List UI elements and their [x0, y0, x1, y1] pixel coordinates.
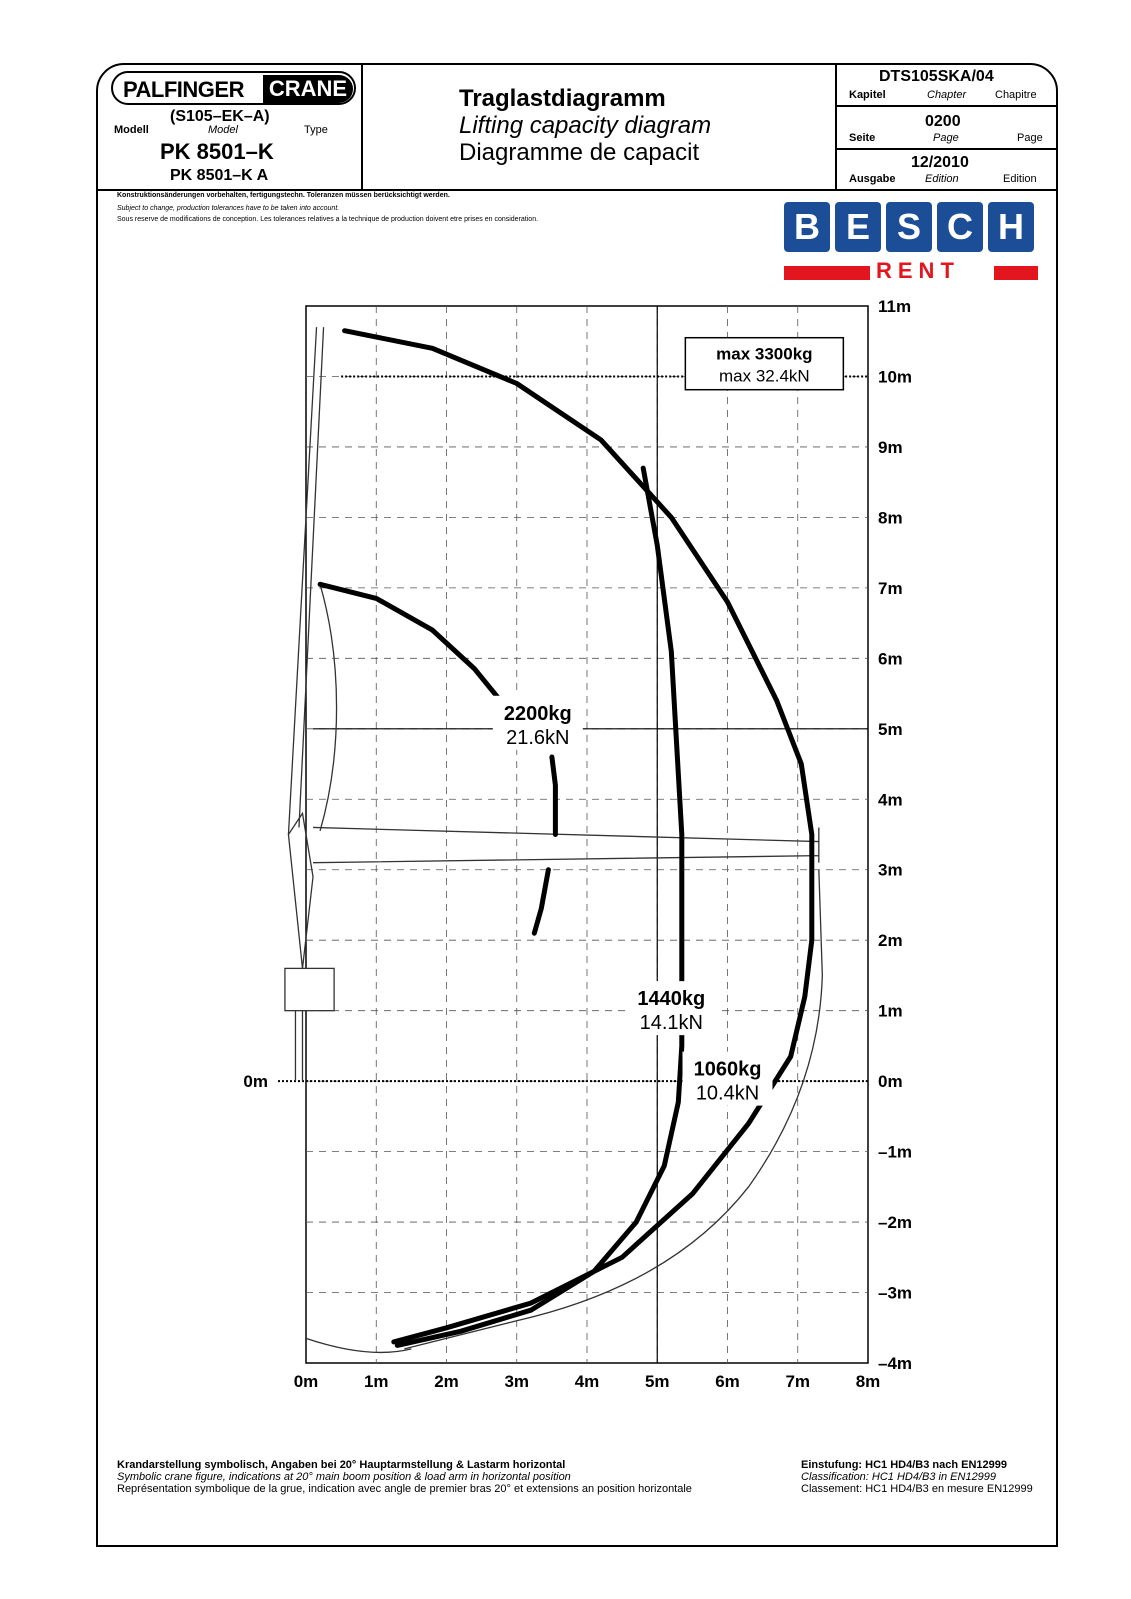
y-tick-label: 0m — [878, 1072, 903, 1092]
y-tick-label: –1m — [878, 1142, 913, 1162]
footer-de: Krandarstellung symbolisch, Angaben bei 20° Hauptarmstellung & Lastarm horizontal — [117, 1459, 566, 1471]
x-tick-label: 4m — [574, 1372, 600, 1391]
y-tick-label: 6m — [878, 649, 903, 669]
title-fr: Diagramme de capacit — [459, 139, 700, 166]
kapitel-fr: Chapitre — [995, 89, 1037, 101]
edition: 12/2010 — [911, 154, 969, 171]
y-left-zero-label: 0m — [243, 1072, 268, 1092]
y-tick-label: 5m — [878, 719, 903, 739]
class-en: Classification: HC1 HD4/B3 in EN12999 — [801, 1471, 997, 1483]
y-tick-label: 9m — [878, 437, 903, 457]
crane-knuckle-sketch — [288, 813, 313, 968]
capacity-curve-2200kg — [534, 870, 548, 934]
kapitel-en: Chapter — [927, 89, 967, 101]
title-de: Traglastdiagramm — [459, 85, 666, 112]
crane-extension-sketch — [313, 827, 819, 862]
model-name: PK 8501–K — [160, 139, 274, 164]
y-tick-label: 3m — [878, 860, 903, 880]
x-tick-label: 1m — [363, 1372, 389, 1391]
besch-letter-h: H — [988, 202, 1034, 252]
disclaimer-en: Subject to change, production tolerances have to be taken into account. — [117, 205, 340, 212]
reach-arc-thin — [320, 584, 337, 831]
seite-en: Page — [933, 132, 959, 144]
modell-label: Modell — [114, 124, 149, 136]
x-tick-label: 3m — [504, 1372, 530, 1391]
besch-letter-e: E — [835, 202, 881, 252]
class-de: Einstufung: HC1 HD4/B3 nach EN12999 — [801, 1459, 1007, 1471]
type-label: Type — [304, 124, 328, 136]
max-capacity-kg: max 3300kg — [716, 344, 813, 364]
y-tick-label: 7m — [878, 578, 903, 598]
x-tick-label: 0m — [293, 1372, 319, 1391]
series-label-kn: 21.6kN — [506, 726, 570, 749]
y-tick-label: 1m — [878, 1001, 903, 1021]
max-capacity-kn: max 32.4kN — [718, 366, 810, 386]
disclaimer-fr: Sous reserve de modifications de conception. Les tolerances relatives a la technique de production doivent etre prises en consideration. — [117, 216, 539, 223]
class-fr: Classement: HC1 HD4/B3 en mesure EN12999 — [801, 1483, 1033, 1495]
y-tick-label: 11m — [878, 297, 912, 316]
series-label-kn: 14.1kN — [639, 1012, 703, 1035]
besch-letter-b: B — [784, 202, 830, 252]
x-tick-label: 8m — [855, 1372, 881, 1391]
ausgabe-fr: Edition — [1003, 173, 1037, 185]
model-name-alt: PK 8501–K A — [170, 167, 269, 184]
footer-en: Symbolic crane figure, indications at 20° main boom position & load arm in horizontal position — [117, 1471, 571, 1483]
doc-code: DTS105SKA/04 — [879, 68, 994, 85]
model-label-en: Model — [208, 124, 238, 136]
title-en: Lifting capacity diagram — [459, 112, 712, 139]
y-tick-label: –4m — [878, 1354, 913, 1373]
series-label-kn: 10.4kN — [695, 1082, 760, 1105]
capacity-curve-2200kg — [320, 584, 506, 707]
besch-letter-c: C — [937, 202, 983, 252]
crane-base-sketch — [285, 968, 334, 1010]
y-tick-label: 10m — [878, 367, 913, 387]
y-tick-label: 4m — [878, 790, 903, 810]
logo-crane: CRANE — [263, 75, 353, 103]
seite-de: Seite — [849, 132, 876, 144]
ausgabe-de: Ausgabe — [849, 173, 896, 185]
page-no: 0200 — [925, 113, 961, 130]
rent-label: RENT — [876, 258, 960, 283]
series-label-kg: 1060kg — [693, 1058, 762, 1081]
logo-palfinger: PALFINGER — [123, 77, 244, 102]
kapitel-de: Kapitel — [849, 89, 886, 101]
y-tick-label: –2m — [878, 1213, 913, 1233]
series-label-kg: 1440kg — [637, 988, 706, 1011]
seite-fr: Page — [1017, 132, 1043, 144]
model-code: (S105–EK–A) — [170, 108, 270, 125]
capacity-curve-2200kg — [552, 757, 556, 835]
besch-letter-s: S — [886, 202, 932, 252]
series-label-kg: 2200kg — [503, 702, 572, 725]
y-tick-label: 2m — [878, 931, 903, 951]
x-tick-label: 2m — [434, 1372, 459, 1391]
capacity-curve-1060kg — [345, 331, 812, 1342]
y-tick-label: –3m — [878, 1283, 913, 1303]
x-tick-label: 5m — [644, 1372, 670, 1391]
x-tick-label: 6m — [715, 1372, 740, 1391]
footer-fr: Représentation symbolique de la grue, indication avec angle de premier bras 20° et extensions an position horizontale — [117, 1483, 692, 1495]
ausgabe-en: Edition — [925, 173, 959, 185]
y-tick-label: 8m — [878, 508, 903, 528]
x-tick-label: 7m — [785, 1372, 811, 1391]
disclaimer-de: Konstruktionsänderungen vorbehalten, fertigungstechn. Toleranzen müssen berücksichtigt werden. — [117, 192, 450, 199]
